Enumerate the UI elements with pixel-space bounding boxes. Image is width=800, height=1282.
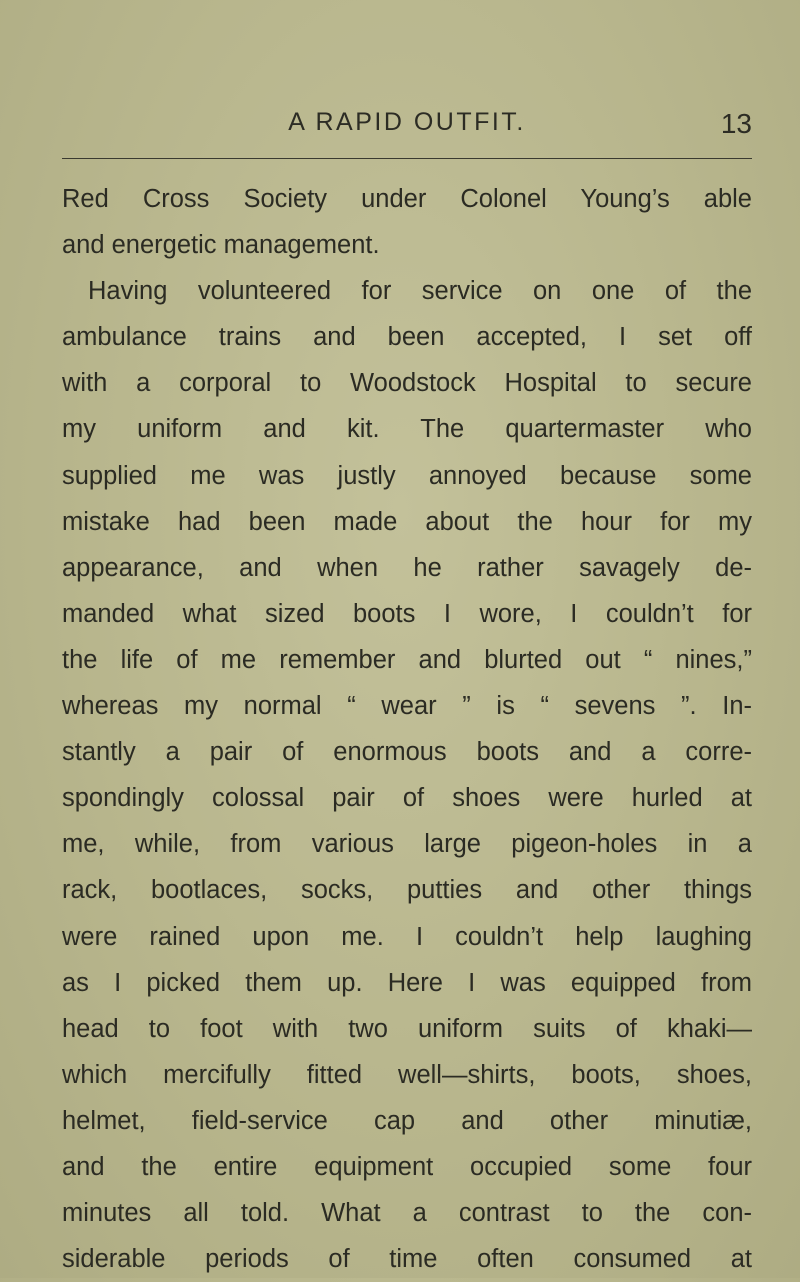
running-title: A RAPID OUTFIT. [288,108,526,136]
text-line: me, while, from various large pigeon-holes in a [62,830,752,859]
text-line: with a corporal to Woodstock Hospital to secure [62,369,752,398]
text-line: Red Cross Society under Colonel Young’s able [62,185,752,213]
page-number: 13 [720,108,752,139]
text-line: manded what sized boots I wore, I couldn’t for [62,599,752,628]
header-rule [62,158,752,159]
text-line: appearance, and when he rather savagely de- [62,553,752,582]
text-line: were rained upon me. I couldn’t help laughing [62,922,752,951]
text-line: and the entire equipment occupied some four [62,1152,752,1181]
body-text [62,176,752,1282]
text-line: as I picked them up. Here I was equipped from [62,968,752,997]
text-line: spondingly colossal pair of shoes were hurled at [62,784,752,813]
text-line: whereas my normal “ wear ” is “ sevens ”. In- [62,692,752,721]
text-line: which mercifully fitted well—shirts, boots, shoes, [62,1060,752,1089]
text-line: mistake had been made about the hour for my [62,507,752,536]
text-line: supplied me was justly annoyed because some [62,461,752,490]
text-line: minutes all told. What a contrast to the con- [62,1199,752,1228]
running-head [62,108,752,148]
text-line: helmet, field-service cap and other minutiæ, [62,1106,752,1135]
text-line: ambulance trains and been accepted, I set off [62,323,752,352]
text-line: my uniform and kit. The quartermaster who [62,415,752,444]
text-line: and energetic management. [62,231,380,260]
text-line: Having volunteered for service on one of the [88,277,752,306]
text-line: the life of me remember and blurted out “ nines,” [62,645,752,674]
text-line: stantly a pair of enormous boots and a corre- [62,738,752,767]
text-line: siderable periods of time often consumed at [62,1245,752,1274]
text-line: rack, bootlaces, socks, putties and other things [62,876,752,905]
text-line: head to foot with two uniform suits of khaki— [62,1014,752,1043]
